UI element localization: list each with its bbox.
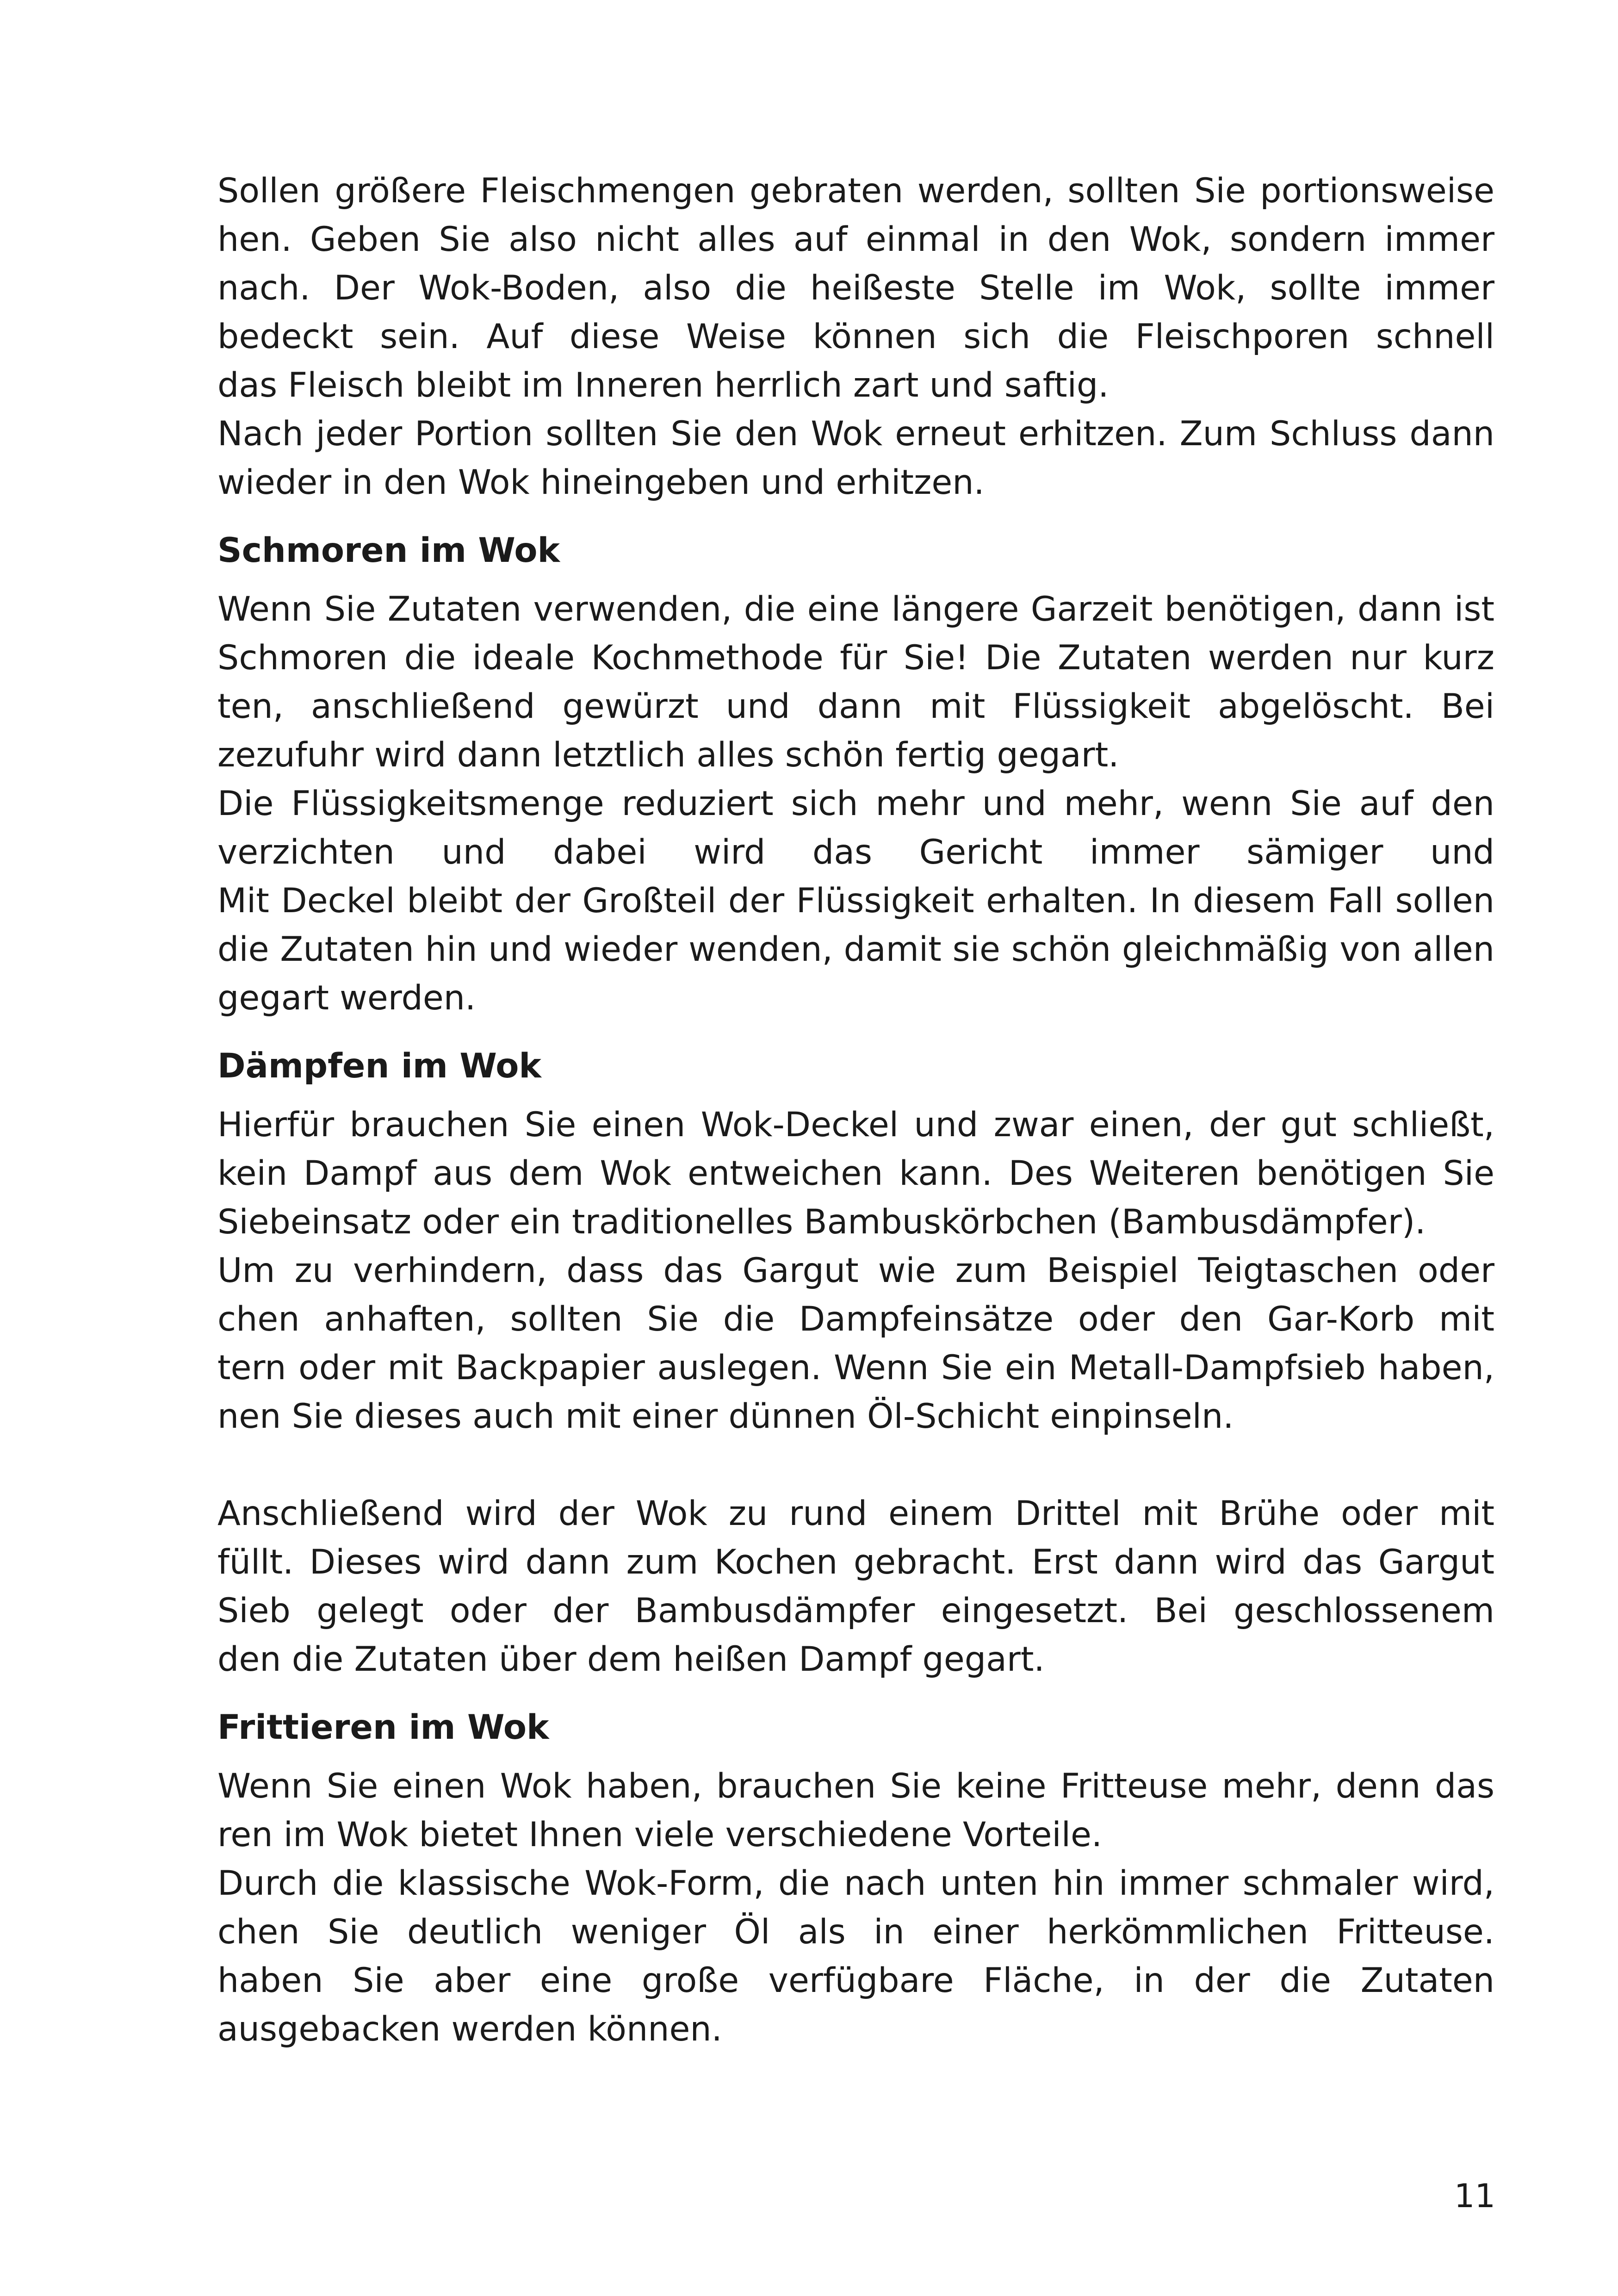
- section-frittieren: [217, 1703, 1494, 2053]
- text-line: kein Dampf aus dem Wok entweichen kann. Des Weiteren benötigen Sie: [217, 1154, 1494, 1193]
- text-line: Nach jeder Portion sollten Sie den Wok erneut erhitzen. Zum Schluss dann: [217, 414, 1494, 454]
- text-line: Mit Deckel bleibt der Großteil der Flüssigkeit erhalten. In diesem Fall sollen: [217, 881, 1494, 921]
- text-line: ren im Wok bietet Ihnen viele verschiedene Vorteile.: [217, 1815, 1103, 1854]
- text-line: verzichten und dabei wird das Gericht immer sämiger und: [217, 833, 1494, 872]
- text-line: wieder in den Wok hineingeben und erhitzen.: [217, 463, 985, 502]
- text-line: hen. Geben Sie also nicht alles auf einmal in den Wok, sondern immer: [217, 220, 1494, 259]
- text-line: Wenn Sie Zutaten verwenden, die eine längere Garzeit benötigen, dann ist: [217, 590, 1494, 629]
- text-line: die Zutaten hin und wieder wenden, damit sie schön gleichmäßig von allen: [217, 930, 1494, 969]
- section-heading: Frittieren im Wok: [217, 1708, 549, 1747]
- intro-paragraph: [217, 167, 1494, 507]
- text-line: Sollen größere Fleischmengen gebraten werden, sollten Sie portionsweise: [217, 171, 1494, 211]
- text-line: das Fleisch bleibt im Inneren herrlich zart und saftig.: [217, 366, 1109, 405]
- text-line: tern oder mit Backpapier auslegen. Wenn Sie ein Metall-Dampfsieb haben,: [217, 1348, 1494, 1388]
- text-line: Durch die klassische Wok-Form, die nach unten hin immer schmaler wird,: [217, 1864, 1494, 1903]
- text-line: Die Flüssigkeitsmenge reduziert sich mehr und mehr, wenn Sie auf den: [217, 784, 1494, 823]
- text-line: den die Zutaten über dem heißen Dampf gegart.: [217, 1640, 1045, 1679]
- text-line: chen Sie deutlich weniger Öl als in einer herkömmlichen Fritteuse.: [217, 1912, 1494, 1952]
- text-line: Wenn Sie einen Wok haben, brauchen Sie keine Fritteuse mehr, denn das: [217, 1767, 1494, 1806]
- text-line: chen anhaften, sollten Sie die Dampfeinsätze oder den Gar-Korb mit: [217, 1300, 1494, 1339]
- page-number: 11: [1454, 2177, 1495, 2215]
- text-line: ausgebacken werden können.: [217, 2010, 722, 2049]
- section-daempfen: [217, 1042, 1494, 1684]
- paragraph-gap: [217, 1441, 1494, 1489]
- page-content: [217, 167, 1494, 2053]
- text-line: zezufuhr wird dann letztlich alles schön fertig gegart.: [217, 735, 1119, 775]
- section-heading: Dämpfen im Wok: [217, 1046, 541, 1086]
- text-line: nach. Der Wok-Boden, also die heißeste Stelle im Wok, sollte immer: [217, 268, 1494, 308]
- text-line: Schmoren die ideale Kochmethode für Sie! Die Zutaten werden nur kurz: [217, 638, 1494, 678]
- section-heading: Schmoren im Wok: [217, 531, 560, 570]
- text-line: nen Sie dieses auch mit einer dünnen Öl-Schicht einpinseln.: [217, 1397, 1234, 1436]
- section-schmoren: [217, 526, 1494, 1022]
- text-line: ten, anschließend gewürzt und dann mit Flüssigkeit abgelöscht. Bei: [217, 687, 1494, 726]
- text-line: Um zu verhindern, dass das Gargut wie zum Beispiel Teigtaschen oder: [217, 1251, 1494, 1290]
- text-line: haben Sie aber eine große verfügbare Fläche, in der die Zutaten: [217, 1961, 1494, 2000]
- text-line: Sieb gelegt oder der Bambusdämpfer eingesetzt. Bei geschlossenem: [217, 1591, 1494, 1630]
- text-line: gegart werden.: [217, 978, 476, 1018]
- text-line: bedeckt sein. Auf diese Weise können sich die Fleischporen schnell: [217, 317, 1494, 356]
- text-line: Hierfür brauchen Sie einen Wok-Deckel und zwar einen, der gut schließt,: [217, 1105, 1494, 1145]
- text-line: Anschließend wird der Wok zu rund einem Drittel mit Brühe oder mit: [217, 1494, 1494, 1533]
- text-line: Siebeinsatz oder ein traditionelles Bambuskörbchen (Bambusdämpfer).: [217, 1202, 1426, 1242]
- text-line: füllt. Dieses wird dann zum Kochen gebracht. Erst dann wird das Gargut: [217, 1543, 1494, 1582]
